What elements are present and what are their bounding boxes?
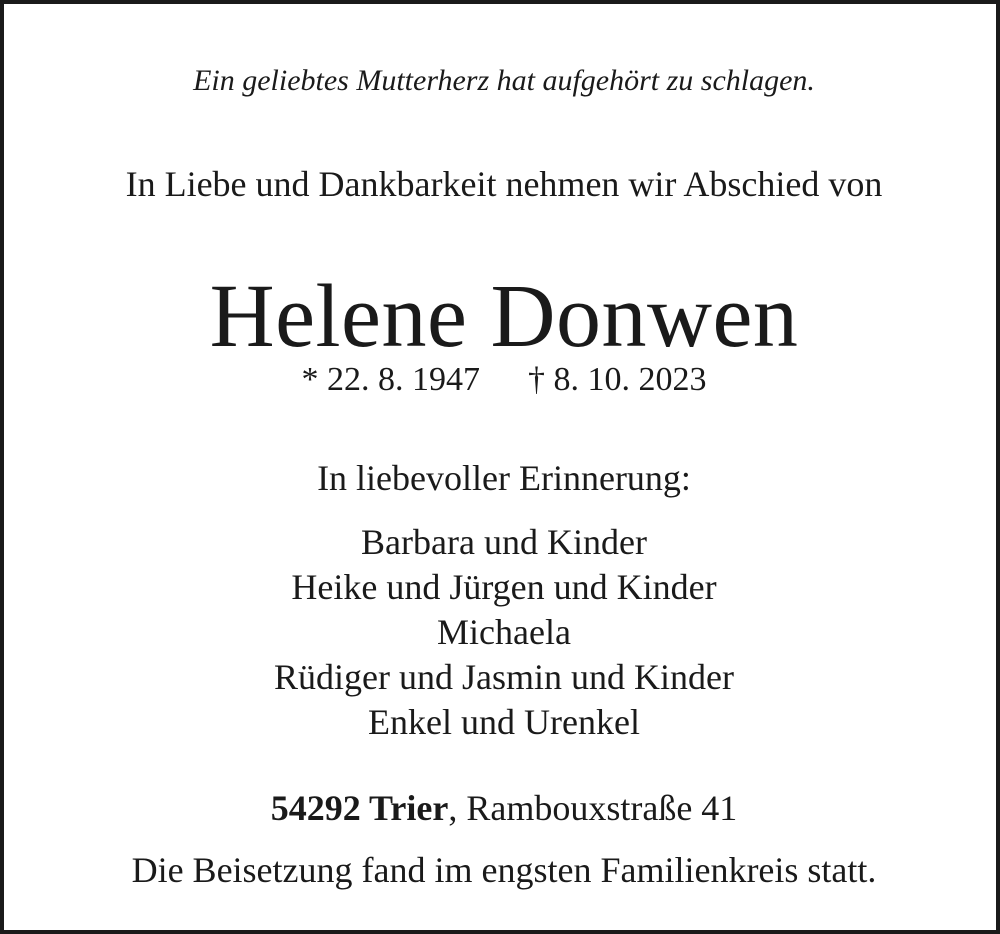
address-street: Rambouxstraße 41	[466, 788, 738, 828]
mourner-entry: Michaela	[437, 612, 571, 652]
funeral-note: Die Beisetzung fand im engsten Familienkreis statt.	[131, 850, 877, 890]
memory-heading: In liebevoller Erinnerung:	[317, 458, 691, 498]
death-date: † 8. 10. 2023	[528, 361, 707, 398]
mourner-entry: Enkel und Urenkel	[368, 702, 640, 742]
intro-line: Ein geliebtes Mutterherz hat aufgehört zu schlagen.	[193, 64, 815, 97]
address-city: 54292 Trier	[270, 788, 449, 828]
mourner-entry: Rüdiger und Jasmin und Kinder	[274, 657, 734, 697]
birth-date: * 22. 8. 1947	[301, 361, 480, 398]
address-line	[4, 790, 1000, 826]
life-dates	[4, 363, 1000, 397]
mourner-entry: Heike und Jürgen und Kinder	[291, 567, 717, 607]
farewell-line: In Liebe und Dankbarkeit nehmen wir Abschied von	[125, 164, 883, 204]
deceased-name: Helene Donwen	[209, 267, 799, 366]
mourners-list	[4, 520, 1000, 745]
address-separator: ,	[448, 788, 458, 828]
mourner-entry: Barbara und Kinder	[361, 522, 647, 562]
